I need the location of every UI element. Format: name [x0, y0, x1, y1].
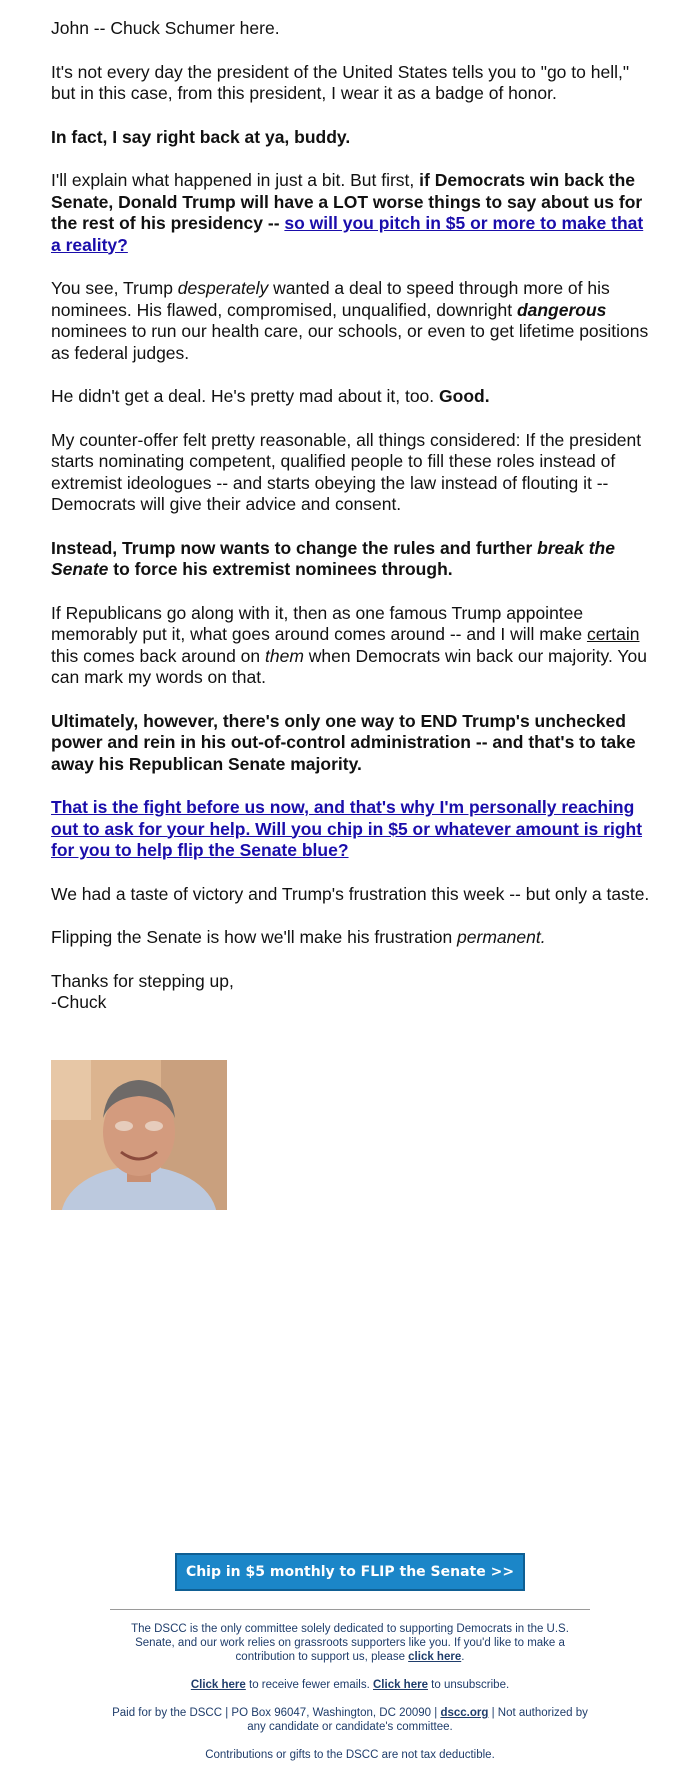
footer-about-end: .	[461, 1651, 465, 1663]
paragraph-3-bold: if Democrats win back the Senate, Donald Trump will have a LOT worse things to say about us for the rest of his presidency --	[51, 170, 643, 233]
paragraph-4	[51, 278, 651, 364]
signoff: Thanks for stepping up,	[51, 970, 234, 991]
paragraph-12-italic: permanent.	[457, 927, 546, 947]
signature-block	[51, 971, 651, 1014]
paragraph-9	[51, 711, 651, 776]
footer-tax-note: Contributions or gifts to the DSCC are not tax deductible.	[205, 1749, 495, 1761]
paragraph-5-bold: Good.	[439, 386, 490, 406]
paragraph-11: We had a taste of victory and Trump's frustration this week -- but only a taste.	[51, 883, 650, 904]
contribute-link[interactable]: click here	[408, 1651, 462, 1663]
paid-for-text-end: | Not authorized by any candidate or candidate's committee.	[247, 1707, 588, 1733]
fewer-emails-link[interactable]: Click here	[190, 1679, 246, 1691]
donate-link-1[interactable]: so will you pitch in $5 or more to make that a reality?	[51, 213, 644, 255]
paid-for-text: Paid for by the DSCC | PO Box 96047, Washington, DC 20090 |	[112, 1707, 441, 1719]
fewer-emails-text: to receive fewer emails.	[245, 1679, 373, 1691]
paragraph-9-bold: Ultimately, however, there's only one way to END Trump's unchecked power and rein in his out-of-control administration -- and that's to take away his Republican Senate majority.	[51, 710, 636, 774]
footer	[110, 1622, 590, 1776]
paragraph-6: My counter-offer felt pretty reasonable, all things considered: If the president starts nominating competent, qualified people to fill these roles instead of extremist ideologues -- and starts obeying the law instead of flouting it -- Democrats will give their advice and consent.	[51, 429, 642, 514]
paragraph-8-italic: them	[265, 645, 304, 666]
paragraph-4-text-a: You see, Trump	[51, 278, 178, 298]
paragraph-12	[51, 927, 651, 949]
signature-photo	[51, 1060, 227, 1210]
paragraph-3-text: I'll explain what happened in just a bit. But first,	[51, 170, 420, 190]
signature: -Chuck	[51, 992, 107, 1012]
paragraph-2-bold: In fact, I say right back at ya, buddy.	[51, 126, 351, 147]
paragraph-8-text-b: this comes back around on	[51, 645, 266, 666]
paragraph-7-text-a: Instead, Trump now wants to change the rules and further	[51, 537, 538, 558]
donate-link-2[interactable]: That is the fight before us now, and that's why I'm personally reaching out to ask for your help. Will you chip in $5 or whatever amount is right for you to help flip the Senate blue?	[51, 797, 643, 860]
paragraph-7-italic: break the Senate	[51, 537, 615, 579]
portrait-illustration	[51, 1060, 227, 1210]
paragraph-3	[51, 170, 651, 256]
paragraph-5-text: He didn't get a deal. He's pretty mad about it, too.	[51, 386, 440, 406]
dscc-link[interactable]: dscc.org	[440, 1707, 489, 1719]
paragraph-8-text-a: If Republicans go along with it, then as one famous Trump appointee memorably put it, what goes around comes around -- and I will make	[51, 602, 587, 644]
unsubscribe-text: to unsubscribe.	[427, 1679, 510, 1691]
footer-paid-for	[110, 1706, 590, 1734]
footer-about-text: The DSCC is the only committee solely dedicated to supporting Democrats in the U.S. Senate, and our work relies on grassroots supporters like you. If you'd like to make a contribution to support us, please	[131, 1623, 569, 1663]
paragraph-2	[51, 127, 651, 149]
footer-divider	[110, 1609, 590, 1610]
paragraph-4-italic: desperately	[177, 278, 269, 298]
paragraph-8-text-c: when Democrats win back our majority. You can mark my words on that.	[51, 645, 647, 687]
chip-in-button[interactable]: Chip in $5 monthly to FLIP the Senate >>	[175, 1553, 525, 1591]
paragraph-1: It's not every day the president of the United States tells you to "go to hell," but in this case, from this president, I wear it as a badge of honor.	[51, 61, 630, 103]
paragraph-12-text: Flipping the Senate is how we'll make his frustration	[51, 927, 458, 947]
greeting: John -- Chuck Schumer here.	[51, 18, 280, 38]
email-body	[51, 18, 651, 1014]
paragraph-7-text-b: to force his extremist nominees through.	[108, 559, 453, 579]
unsubscribe-link[interactable]: Click here	[373, 1679, 428, 1691]
paragraph-8	[51, 603, 651, 689]
paragraph-10	[51, 797, 651, 862]
paragraph-7	[51, 538, 651, 581]
footer-email-prefs	[110, 1678, 590, 1692]
paragraph-4-text-c: nominees to run our health care, our schools, or even to get lifetime positions as federal judges.	[51, 321, 649, 363]
paragraph-4-bold-italic: dangerous	[516, 299, 607, 320]
paragraph-4-text-b: wanted a deal to speed through more of his nominees. His flawed, compromised, unqualified, downright	[51, 278, 610, 320]
paragraph-5	[51, 386, 651, 408]
footer-about	[110, 1622, 590, 1664]
paragraph-8-underline: certain	[586, 624, 640, 644]
